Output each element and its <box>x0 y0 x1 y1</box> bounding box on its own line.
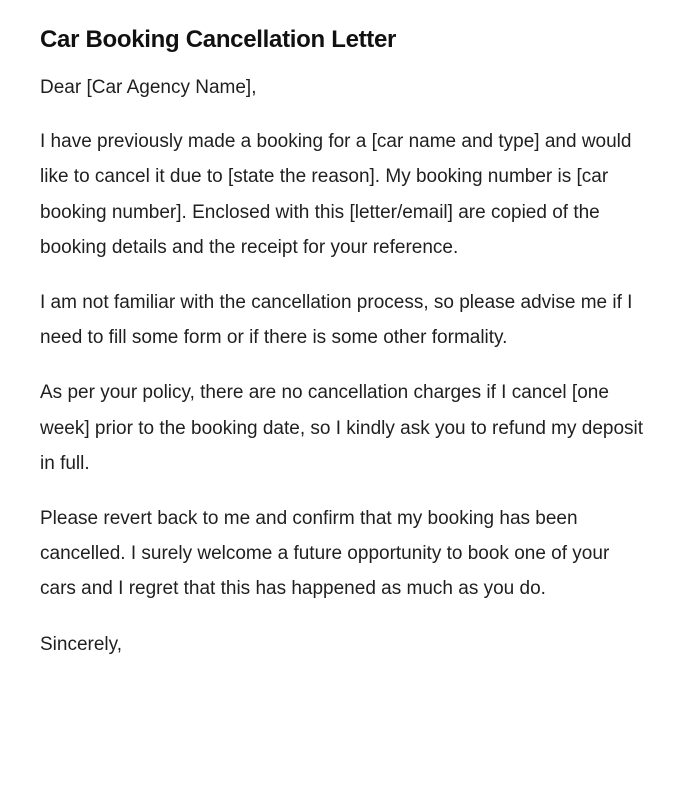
letter-paragraph-1: I have previously made a booking for a [car name and type] and would like to cancel it due to [state the reason]. My booking number is [car booking number]. Enclosed with this [letter/email] are copied of the booking details and the receipt for your reference. <box>40 131 632 258</box>
letter-paragraph-2: I am not familiar with the cancellation process, so please advise me if I need to fill some form or if there is some other formality. <box>40 292 633 349</box>
letter-closing: Sincerely, <box>40 633 123 655</box>
letter-title: Car Booking Cancellation Letter <box>40 26 397 53</box>
letter-document <box>40 22 650 682</box>
letter-paragraph-3: As per your policy, there are no cancellation charges if I cancel [one week] prior to the booking date, so I kindly ask you to refund my deposit in full. <box>40 382 644 474</box>
letter-salutation: Dear [Car Agency Name], <box>40 77 257 98</box>
letter-paragraph-4: Please revert back to me and confirm that my booking has been cancelled. I surely welcome a future opportunity to book one of your cars and I regret that this has happened as much as you do. <box>40 508 610 600</box>
